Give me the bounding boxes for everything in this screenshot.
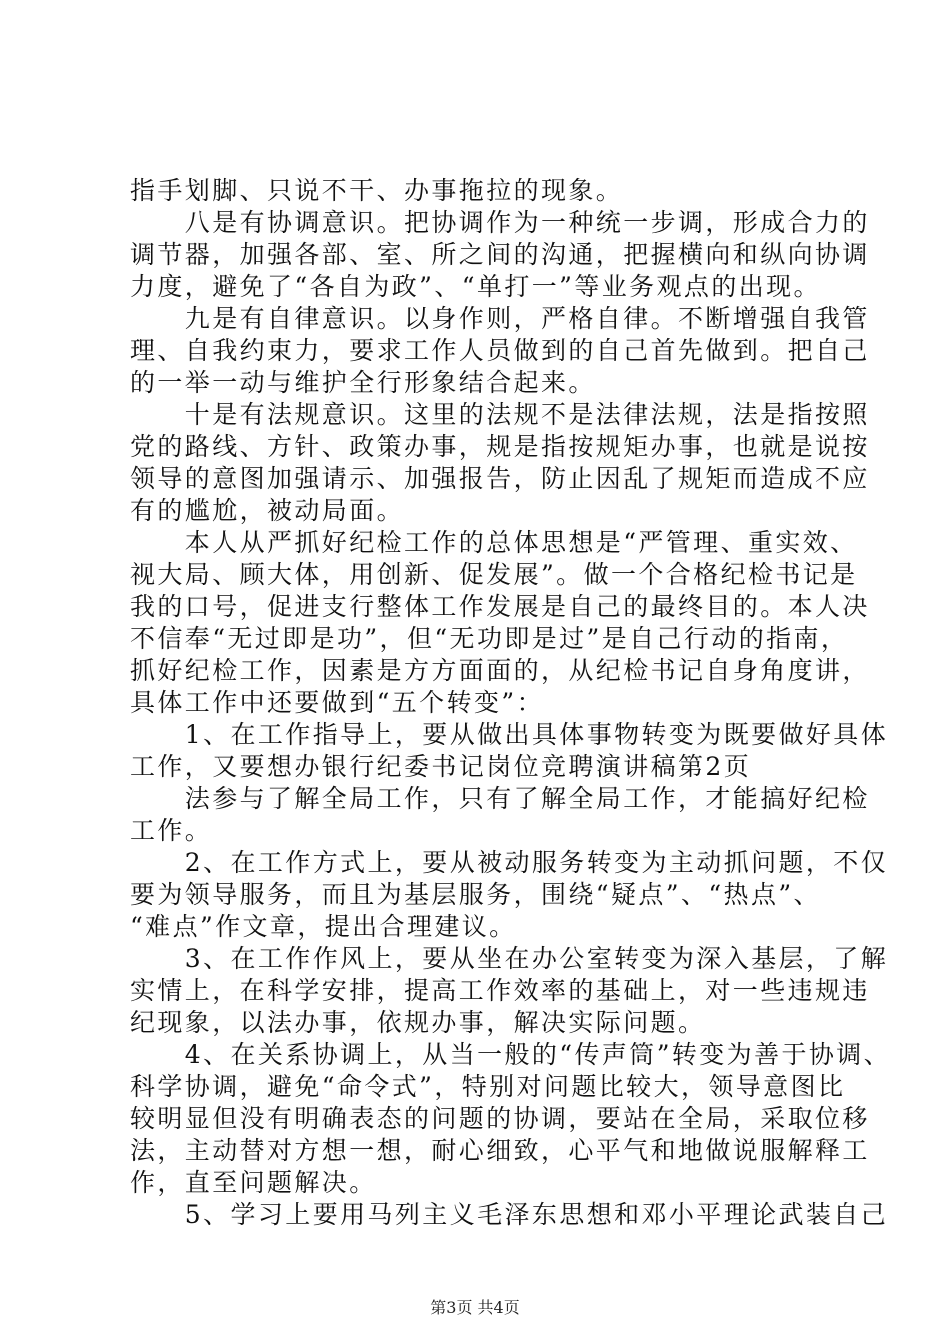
text-line: 科学协调，避免“命令式”，特别对问题比较大，领导意图比 [130, 1072, 846, 1101]
text-line: 抓好纪检工作，因素是方方面面的，从纪检书记自身角度讲， [130, 656, 870, 685]
text-line: 十是有法规意识。这里的法规不是法律法规，法是指按照 [130, 400, 870, 429]
text-line: 九是有自律意识。以身作则，严格自律。不断增强自我管 [130, 304, 870, 333]
text-line: 力度，避免了“各自为政”、“单打一”等业务观点的出现。 [130, 272, 821, 301]
text-line: 视大局、顾大体，用创新、促发展”。做一个合格纪检书记是 [130, 560, 858, 589]
text-line: 1、在工作指导上，要从做出具体事物转变为既要做好具体 [130, 720, 889, 749]
text-line: 2、在工作方式上，要从被动服务转变为主动抓问题，不仅 [130, 848, 889, 877]
text-line: 5、学习上要用马列主义毛泽东思想和邓小平理论武装自己 [130, 1200, 889, 1229]
text-line: 八是有协调意识。把协调作为一种统一步调，形成合力的 [130, 208, 870, 237]
text-line: 法，主动替对方想一想，耐心细致，心平气和地做说服解释工 [130, 1136, 870, 1165]
text-line: 具体工作中还要做到“五个转变”： [130, 688, 544, 717]
text-line: 3、在工作作风上，要从坐在办公室转变为深入基层，了解 [130, 944, 889, 973]
text-line: 我的口号，促进支行整体工作发展是自己的最终目的。本人决 [130, 592, 870, 621]
text-line: 工作，又要想办银行纪委书记岗位竞聘演讲稿第2页 [130, 752, 752, 781]
text-line: 法参与了解全局工作，只有了解全局工作，才能搞好纪检 [130, 784, 870, 813]
text-line: 的一举一动与维护全行形象结合起来。 [130, 368, 596, 397]
text-line: 作，直至问题解决。 [130, 1168, 377, 1197]
text-line: “难点”作文章，提出合理建议。 [130, 912, 517, 941]
text-line: 领导的意图加强请示、加强报告，防止因乱了规矩而造成不应 [130, 464, 870, 493]
text-line: 调节器，加强各部、室、所之间的沟通，把握横向和纵向协调 [130, 240, 870, 269]
text-line: 本人从严抓好纪检工作的总体思想是“严管理、重实效、 [130, 528, 858, 557]
text-line: 党的路线、方针、政策办事，规是指按规矩办事，也就是说按 [130, 432, 870, 461]
text-line: 不信奉“无过即是功”，但“无功即是过”是自己行动的指南， [130, 624, 849, 653]
text-line: 要为领导服务，而且为基层服务，围绕“疑点”、“热点”、 [130, 880, 821, 909]
text-line: 纪现象，以法办事，依规办事，解决实际问题。 [130, 1008, 706, 1037]
page-footer: 第3页 共4页 [430, 1298, 520, 1317]
text-line: 指手划脚、只说不干、办事拖拉的现象。 [130, 176, 624, 205]
text-line: 有的尴尬，被动局面。 [130, 496, 405, 525]
text-line: 实情上，在科学安排，提高工作效率的基础上，对一些违规违 [130, 976, 870, 1005]
text-line: 工作。 [130, 816, 213, 845]
text-line: 理、自我约束力，要求工作人员做到的自己首先做到。把自己 [130, 336, 870, 365]
text-line: 较明显但没有明确表态的问题的协调，要站在全局，采取位移 [130, 1104, 870, 1133]
text-line: 4、在关系协调上，从当一般的“传声筒”转变为善于协调、 [130, 1040, 892, 1069]
